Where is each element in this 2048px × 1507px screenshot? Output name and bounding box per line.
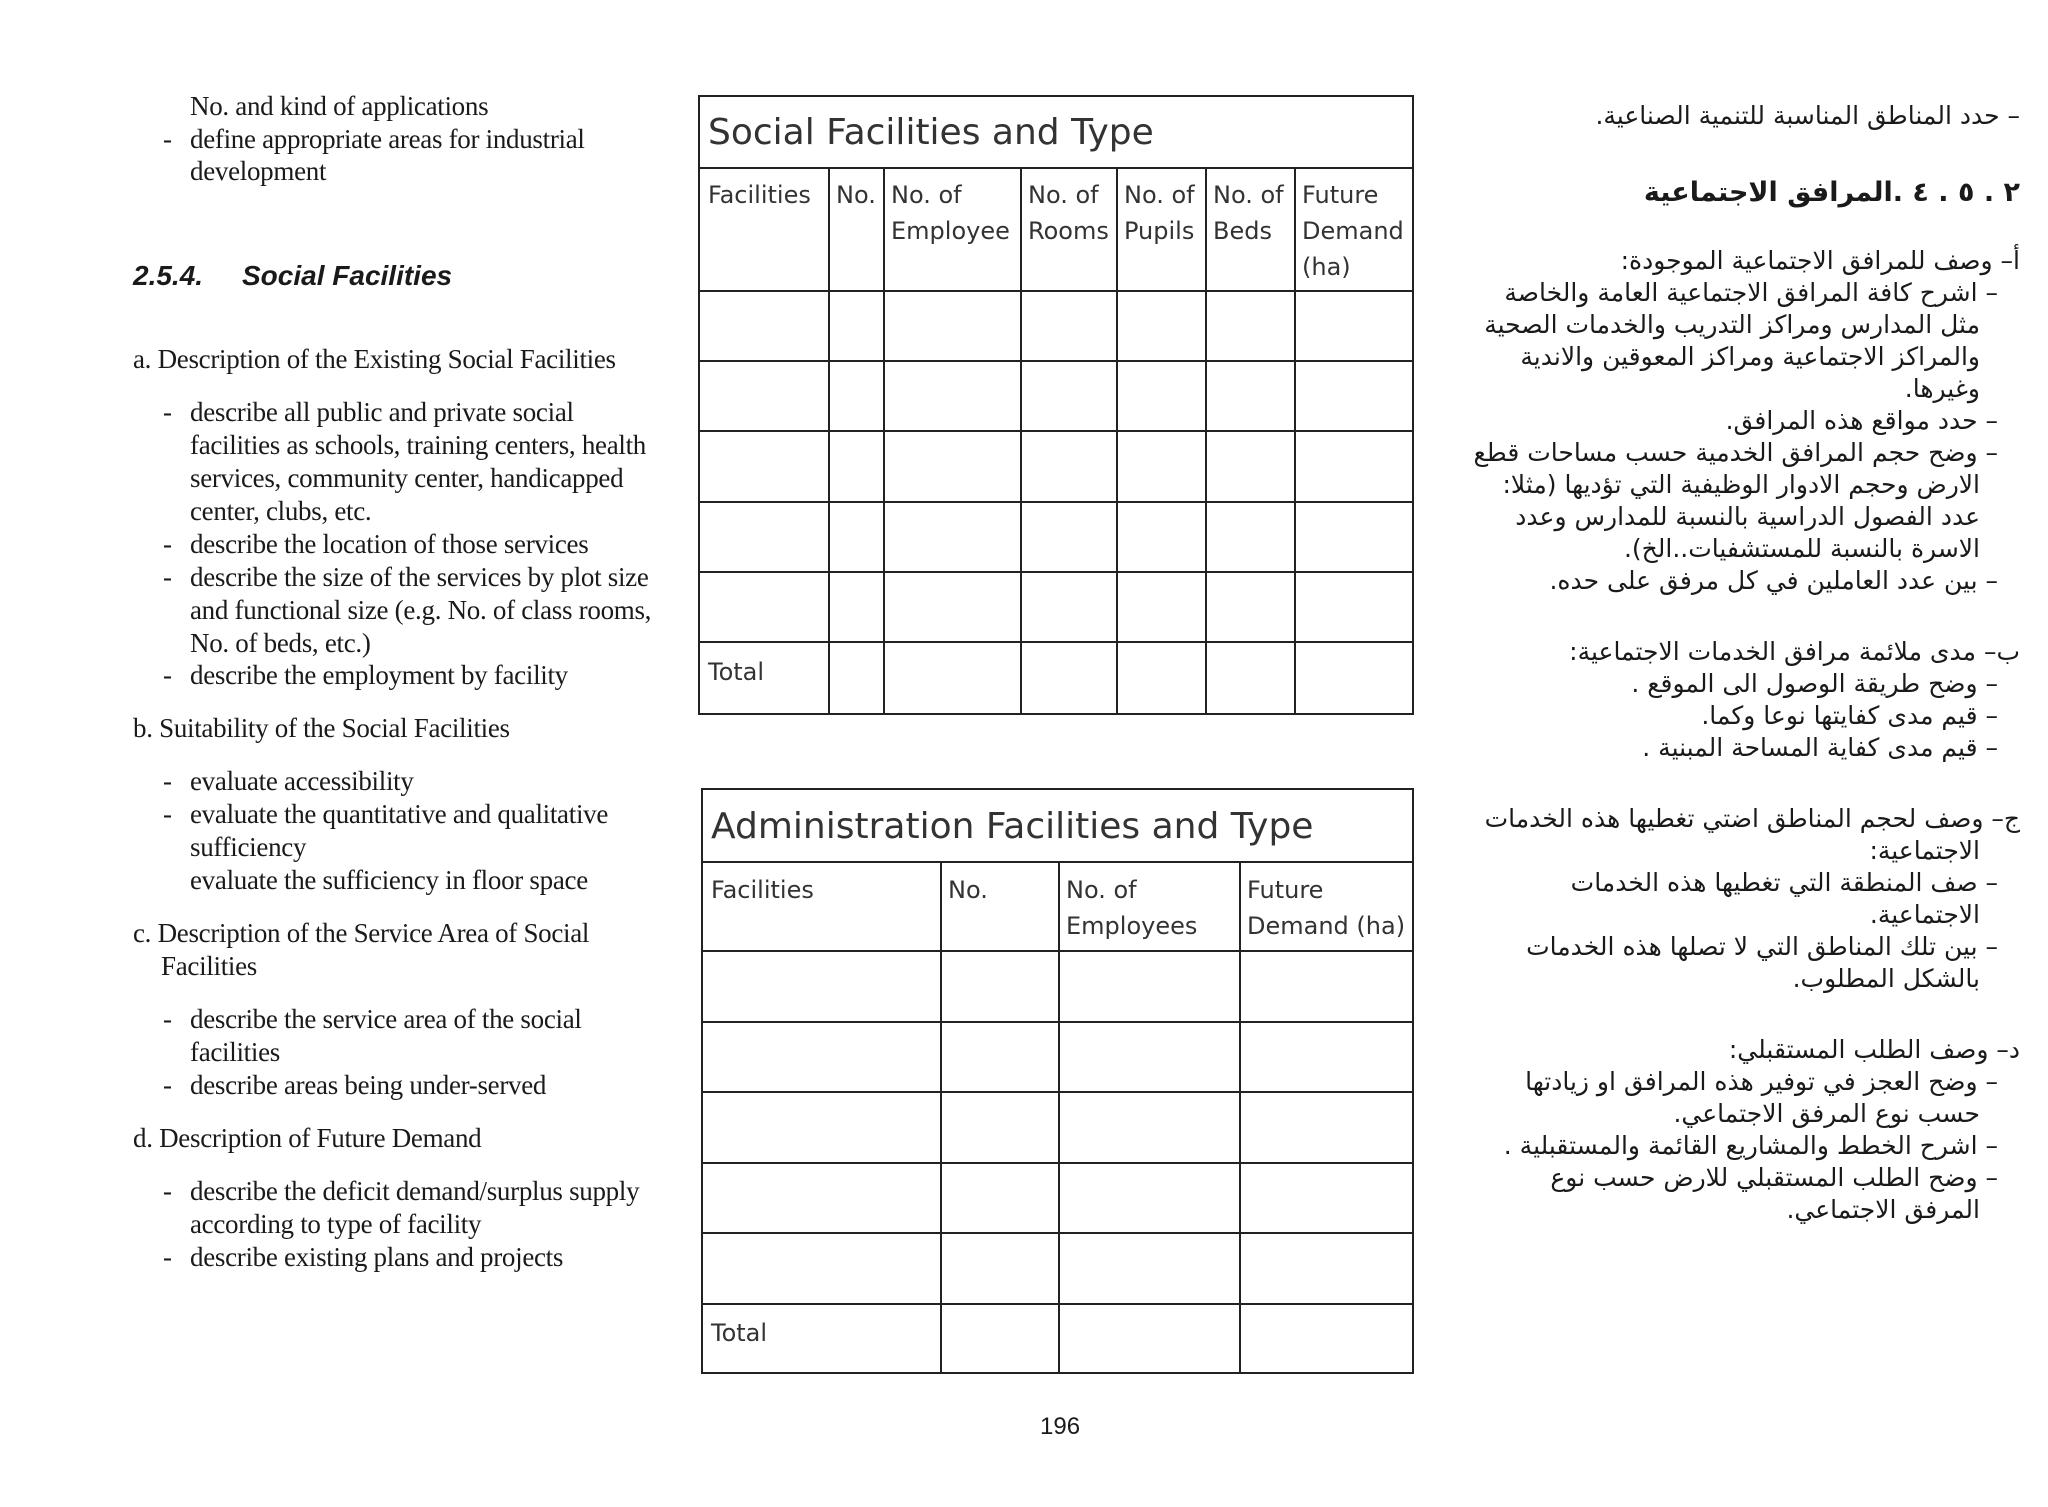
- column-header: Employees: [1066, 912, 1198, 940]
- column-header: No. of: [891, 181, 962, 209]
- social-facilities-table: [698, 95, 1414, 715]
- row-divider: [703, 1021, 1412, 1023]
- row-divider: [700, 290, 1412, 292]
- arabic-line: – بين تلك المناطق التي لا تصلها هذه الخدمات: [1526, 932, 1998, 961]
- arabic-line: – حدد مواقع هذه المرافق.: [1725, 406, 1998, 435]
- arabic-line: – حدد المناطق المناسبة للتنمية الصناعية.: [1595, 101, 2020, 130]
- column-divider: [940, 863, 942, 1372]
- text-line: and functional size (e.g. No. of class rooms,: [190, 595, 652, 625]
- table-title: Social Facilities and Type: [700, 97, 1412, 169]
- arabic-subtitle: أ– وصف للمرافق الاجتماعية الموجودة:: [1620, 246, 2020, 275]
- column-header: No. of: [1028, 181, 1099, 209]
- subsection-title: a. Description of the Existing Social Facilities: [133, 344, 616, 374]
- text-line: center, clubs, etc.: [190, 496, 372, 526]
- bullet-dash: -: [163, 1242, 172, 1272]
- text-line: describe areas being under-served: [190, 1070, 547, 1100]
- text-line: services, community center, handicapped: [190, 463, 624, 493]
- arabic-line: – بين عدد العاملين في كل مرفق على حده.: [1549, 566, 1998, 595]
- column-header: No. of: [1066, 876, 1137, 904]
- arabic-subtitle: ب– مدى ملائمة مرافق الخدمات الاجتماعية:: [1569, 637, 2020, 666]
- bullet-dash: -: [163, 397, 172, 427]
- text-line: No. and kind of applications: [190, 91, 489, 121]
- text-line: describe the deficit demand/surplus supply: [190, 1176, 640, 1206]
- column-divider: [1058, 863, 1060, 1372]
- column-divider: [1294, 169, 1296, 713]
- bullet-dash: -: [163, 529, 172, 559]
- bullet-dash: -: [163, 1004, 172, 1034]
- arabic-line: حسب نوع المرفق الاجتماعي.: [1673, 1099, 1980, 1128]
- column-header: No. of: [1124, 181, 1195, 209]
- table-title: Administration Facilities and Type: [703, 790, 1412, 863]
- text-line: describe the employment by facility: [190, 660, 568, 690]
- row-divider: [700, 571, 1412, 573]
- total-label: Total: [711, 1319, 768, 1347]
- text-line: describe existing plans and projects: [190, 1242, 564, 1272]
- row-divider: [703, 1232, 1412, 1234]
- row-divider: [703, 1162, 1412, 1164]
- arabic-line: والمراكز الاجتماعية ومراكز المعوقين والاندية: [1520, 342, 1980, 371]
- column-header: Future: [1247, 876, 1324, 904]
- administration-facilities-table: [701, 788, 1414, 1374]
- arabic-line: الاجتماعية.: [1869, 900, 1980, 929]
- subsection-title: c. Description of the Service Area of Social: [133, 918, 590, 948]
- column-header: Demand (ha): [1247, 912, 1406, 940]
- column-divider: [883, 169, 885, 713]
- arabic-line: بالشكل المطلوب.: [1792, 964, 1980, 993]
- column-header: Pupils: [1124, 217, 1195, 245]
- bullet-dash: -: [163, 766, 172, 796]
- text-line: facilities as schools, training centers, health: [190, 430, 647, 460]
- bullet-dash: -: [163, 799, 172, 829]
- column-header: Future: [1302, 181, 1379, 209]
- bullet-dash: -: [163, 1070, 172, 1100]
- arabic-line: – اشرح كافة المرافق الاجتماعية العامة والخاصة: [1504, 278, 1998, 307]
- subsection-title: b. Suitability of the Social Facilities: [133, 713, 510, 743]
- arabic-line: الاسرة بالنسبة للمستشفيات..الخ).: [1623, 534, 1980, 563]
- column-divider: [1205, 169, 1207, 713]
- arabic-line: – قيم مدى كفاية المساحة المبنية .: [1642, 733, 1998, 762]
- row-divider: [700, 430, 1412, 432]
- section-heading: Social Facilities: [242, 260, 453, 291]
- column-divider: [1020, 169, 1022, 713]
- row-divider: [700, 360, 1412, 362]
- column-header: No.: [836, 181, 876, 209]
- row-divider: [703, 950, 1412, 952]
- column-header: Demand: [1302, 217, 1404, 245]
- arabic-line: – وضح العجز في توفير هذه المرافق او زيادتها: [1525, 1067, 1998, 1096]
- arabic-line: – صف المنطقة التي تغطيها هذه الخدمات: [1570, 868, 1998, 897]
- text-line: sufficiency: [190, 832, 307, 862]
- row-divider: [700, 641, 1412, 643]
- column-header: No. of: [1213, 181, 1284, 209]
- text-line: describe all public and private social: [190, 397, 574, 427]
- bullet-dash: -: [163, 660, 172, 690]
- column-header: Beds: [1213, 217, 1272, 245]
- column-header: Employee: [891, 217, 1010, 245]
- arabic-line: – وضح الطلب المستقبلي للارض حسب نوع: [1550, 1163, 1998, 1192]
- arabic-line: – وضح حجم المرافق الخدمية حسب مساحات قطع: [1473, 438, 1998, 467]
- column-header: No.: [948, 876, 988, 904]
- arabic-subtitle: ج– وصف لحجم المناطق اضتي تغطيها هذه الخدمات: [1484, 804, 2020, 833]
- text-line: development: [190, 156, 327, 186]
- arabic-line: الارض وحجم الادوار الوظيفية التي تؤديها (مثلا:: [1502, 470, 1980, 499]
- arabic-column: [1420, 0, 2020, 1507]
- arabic-line: – اشرح الخطط والمشاريع القائمة والمستقبلية .: [1503, 1131, 1998, 1160]
- arabic-heading: ٢ . ٥ . ٤ .المرافق الاجتماعية: [1643, 177, 2020, 208]
- text-line: define appropriate areas for industrial: [190, 124, 585, 154]
- total-label: Total: [708, 658, 765, 686]
- arabic-line: وغيرها.: [1904, 374, 1980, 403]
- arabic-line: الاجتماعية:: [1869, 836, 1980, 865]
- column-header: Facilities: [708, 181, 811, 209]
- arabic-subtitle: د– وصف الطلب المستقبلي:: [1728, 1035, 2020, 1064]
- column-header: Facilities: [711, 876, 814, 904]
- bullet-dash: -: [163, 562, 172, 592]
- arabic-line: عدد الفصول الدراسية بالنسبة للمدارس وعدد: [1515, 502, 1980, 531]
- text-line: describe the size of the services by plot size: [190, 562, 649, 592]
- bullet-dash: -: [163, 1176, 172, 1206]
- arabic-line: – قيم مدى كفايتها نوعا وكما.: [1701, 701, 1998, 730]
- text-line: No. of beds, etc.): [190, 628, 371, 658]
- column-divider: [1116, 169, 1118, 713]
- page-number: 196: [1040, 1413, 1081, 1440]
- arabic-line: مثل المدارس ومراكز التدريب والخدمات الصحية: [1484, 310, 1980, 339]
- row-divider: [703, 1303, 1412, 1305]
- text-line: evaluate the sufficiency in floor space: [190, 865, 588, 895]
- column-divider: [1239, 863, 1241, 1372]
- subsection-title: d. Description of Future Demand: [133, 1123, 482, 1153]
- bullet-dash: -: [163, 124, 172, 154]
- column-header: Rooms: [1028, 217, 1109, 245]
- english-column: [0, 0, 700, 1507]
- text-line: describe the service area of the social: [190, 1004, 582, 1034]
- text-line: according to type of facility: [190, 1209, 482, 1239]
- text-line: evaluate accessibility: [190, 766, 414, 796]
- text-line: describe the location of those services: [190, 529, 589, 559]
- row-divider: [700, 501, 1412, 503]
- section-number: 2.5.4.: [133, 260, 204, 291]
- column-header: (ha): [1302, 253, 1351, 281]
- subsection-title: Facilities: [161, 951, 257, 981]
- column-divider: [828, 169, 830, 713]
- text-line: evaluate the quantitative and qualitative: [190, 799, 609, 829]
- arabic-line: المرفق الاجتماعي.: [1786, 1195, 1980, 1224]
- arabic-line: – وضح طريقة الوصول الى الموقع .: [1631, 669, 1998, 698]
- text-line: facilities: [190, 1037, 280, 1067]
- row-divider: [703, 1091, 1412, 1093]
